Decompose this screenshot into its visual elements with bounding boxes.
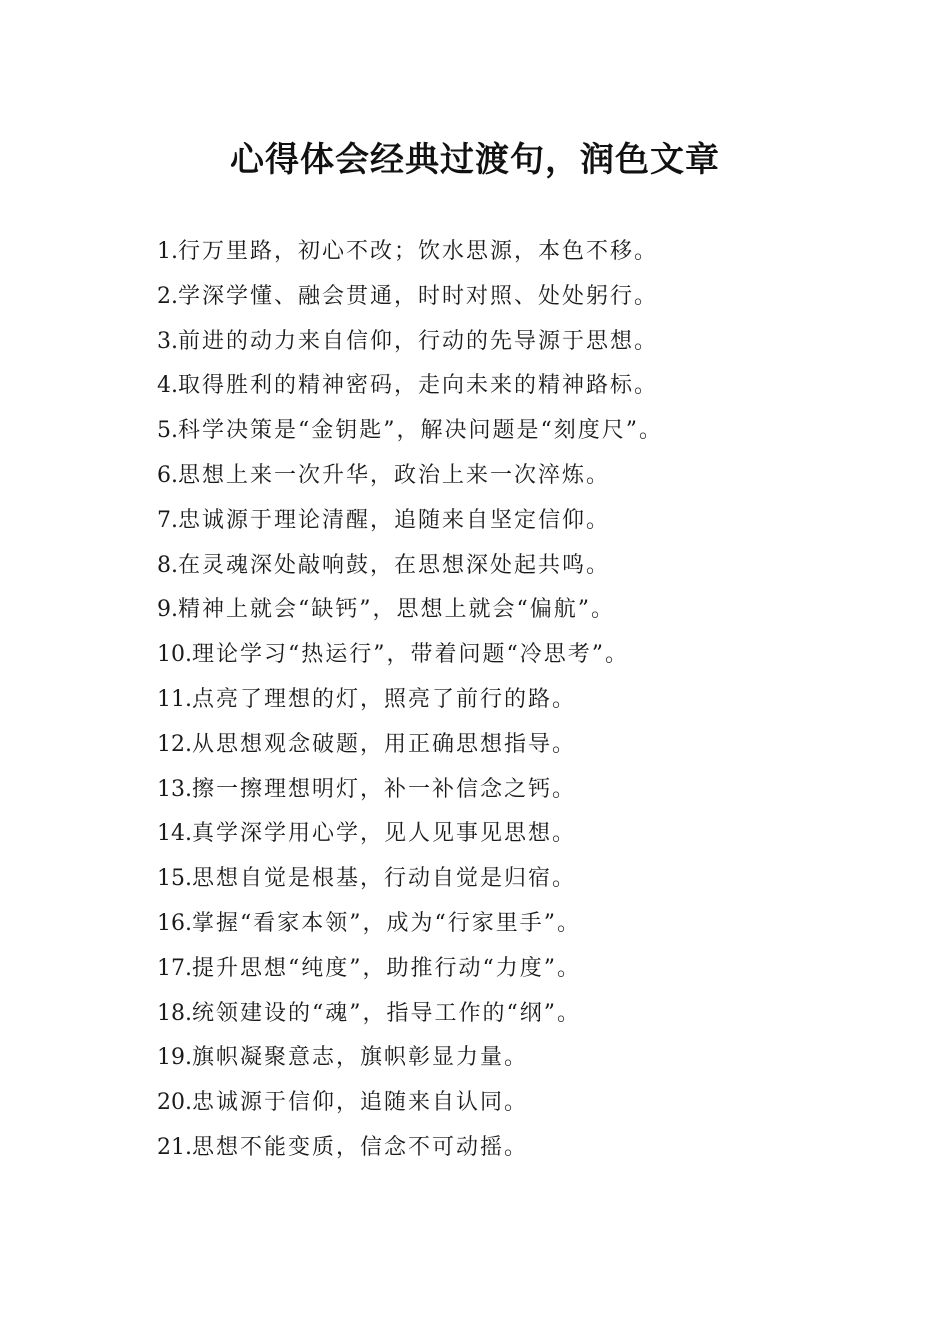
- item-text: 忠诚源于信仰，追随来自认同。: [192, 1090, 529, 1116]
- list-item: [157, 364, 857, 409]
- item-text: 提升思想“纯度”，助推行动“力度”。: [192, 955, 581, 981]
- item-number: 5.: [157, 418, 178, 444]
- item-number: 3.: [157, 328, 178, 354]
- list-item: [157, 723, 857, 768]
- item-text: 思想自觉是根基，行动自觉是归宿。: [192, 866, 577, 892]
- item-number: 7.: [157, 507, 178, 533]
- item-number: 4.: [157, 373, 178, 399]
- item-number: 19.: [157, 1045, 192, 1071]
- item-text: 旗帜凝聚意志，旗帜彰显力量。: [192, 1045, 529, 1071]
- item-text: 点亮了理想的灯，照亮了前行的路。: [192, 686, 577, 712]
- item-number: 6.: [157, 462, 178, 488]
- item-number: 16.: [157, 910, 192, 936]
- list-item: [157, 409, 857, 454]
- item-number: 10.: [157, 642, 192, 668]
- item-text: 真学深学用心学，见人见事见思想。: [192, 821, 577, 847]
- item-number: 2.: [157, 283, 178, 309]
- sentence-list: [157, 230, 857, 1171]
- item-text: 学深学懂、融会贯通，时时对照、处处躬行。: [178, 283, 659, 309]
- item-text: 从思想观念破题，用正确思想指导。: [192, 731, 577, 757]
- item-number: 8.: [157, 552, 178, 578]
- item-number: 9.: [157, 597, 178, 623]
- item-text: 统领建设的“魂”，指导工作的“纲”。: [192, 1000, 581, 1026]
- list-item: [157, 768, 857, 813]
- item-text: 忠诚源于理论清醒，追随来自坚定信仰。: [178, 507, 611, 533]
- item-number: 18.: [157, 1000, 192, 1026]
- item-number: 13.: [157, 776, 192, 802]
- item-text: 科学决策是“金钥匙”，解决问题是“刻度尺”。: [178, 418, 663, 444]
- list-item: [157, 1081, 857, 1126]
- item-text: 取得胜利的精神密码，走向未来的精神路标。: [178, 373, 659, 399]
- list-item: [157, 902, 857, 947]
- item-number: 21.: [157, 1134, 192, 1160]
- list-item: [157, 320, 857, 365]
- item-text: 思想上来一次升华，政治上来一次淬炼。: [178, 462, 611, 488]
- list-item: [157, 678, 857, 723]
- list-item: [157, 588, 857, 633]
- item-number: 15.: [157, 866, 192, 892]
- item-text: 掌握“看家本领”，成为“行家里手”。: [192, 910, 581, 936]
- list-item: [157, 633, 857, 678]
- item-text: 行万里路，初心不改；饮水思源，本色不移。: [178, 239, 659, 264]
- item-text: 在灵魂深处敲响鼓，在思想深处起共鸣。: [178, 552, 611, 578]
- item-text: 思想不能变质，信念不可动摇。: [192, 1134, 529, 1160]
- page-title: 心得体会经典过渡句，润色文章: [230, 140, 720, 180]
- item-number: 14.: [157, 821, 192, 847]
- item-text: 擦一擦理想明灯，补一补信念之钙。: [192, 776, 577, 802]
- list-item: [157, 1126, 857, 1171]
- list-item: [157, 454, 857, 499]
- item-number: 11.: [157, 686, 192, 712]
- item-number: 12.: [157, 731, 192, 757]
- item-number: 17.: [157, 955, 192, 981]
- item-number: 1.: [157, 239, 178, 264]
- list-item: [157, 947, 857, 992]
- list-item: [157, 230, 857, 275]
- item-text: 前进的动力来自信仰，行动的先导源于思想。: [178, 328, 659, 354]
- list-item: [157, 544, 857, 589]
- list-item: [157, 812, 857, 857]
- list-item: [157, 499, 857, 544]
- item-text: 精神上就会“缺钙”，思想上就会“偏航”。: [178, 597, 615, 623]
- list-item: [157, 275, 857, 320]
- item-number: 20.: [157, 1090, 192, 1116]
- list-item: [157, 857, 857, 902]
- list-item: [157, 992, 857, 1037]
- list-item: [157, 1036, 857, 1081]
- item-text: 理论学习“热运行”，带着问题“冷思考”。: [192, 642, 629, 668]
